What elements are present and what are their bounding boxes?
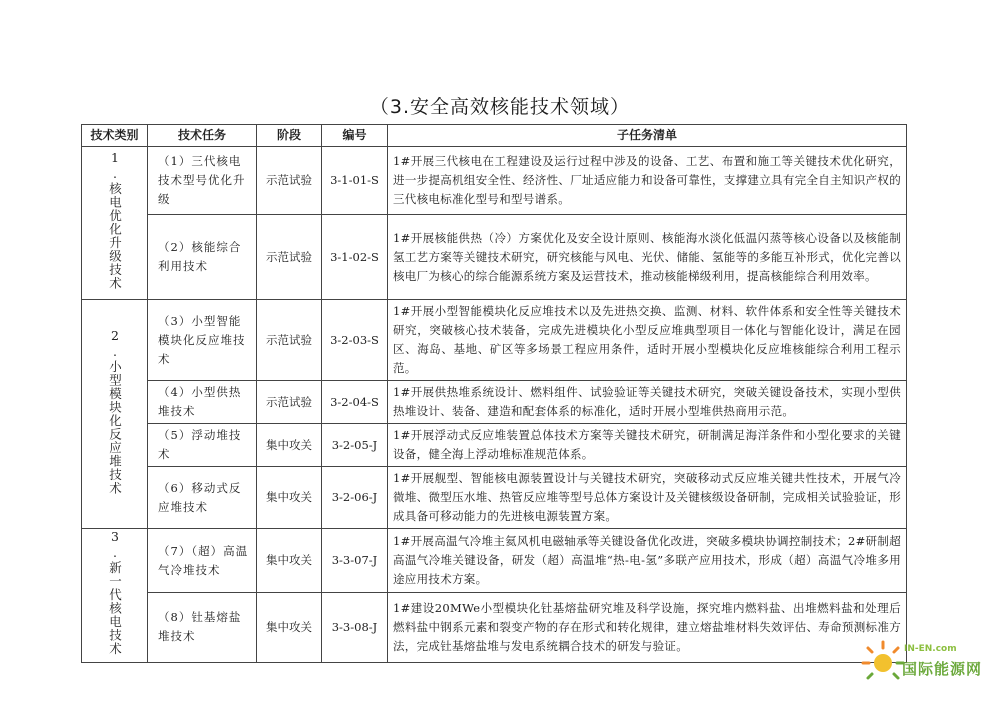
sun-logo-icon	[858, 636, 908, 686]
table-header-row	[82, 125, 907, 147]
stage-cell: 集中攻关	[257, 529, 322, 593]
table-row	[82, 147, 907, 215]
table-row	[82, 381, 907, 424]
tech-task-table	[81, 124, 907, 663]
task-cell: （5）浮动堆技术	[148, 424, 257, 467]
subtask-cell: 1#开展三代核电在工程建设及运行过程中涉及的设备、工艺、布置和施工等关键技术优化研究，进一步提高机组安全性、经济性、厂址适应能力和设备可靠性，支撑建立具有完全自主知识产权的三代核电标准化型号和型号谱系。	[388, 147, 907, 215]
subtask-cell: 1#开展供热堆系统设计、燃料组件、试验验证等关键技术研究，突破关键设备技术，实现小型供热堆设计、装备、建造和配套体系的标准化，适时开展小型堆供热商用示范。	[388, 381, 907, 424]
category-cell	[82, 300, 148, 529]
category-label: 1.核电优化升级技术	[107, 150, 123, 290]
subtask-cell: 1#开展浮动式反应堆装置总体技术方案等关键技术研究，研制满足海洋条件和小型化要求的关键设备，健全海上浮动堆标准规范体系。	[388, 424, 907, 467]
subtask-cell: 1#开展核能供热（冷）方案优化及安全设计原则、核能海水淡化低温闪蒸等核心设备以及核能制氢工艺方案等关键技术研究，研究核能与风电、光伏、储能、氢能等的多能互补形式，优化完善以核电厂为核心的综合能源系统方案及运营技术，推动核能梯级利用，提高核能综合利用效率。	[388, 215, 907, 300]
table-row	[82, 529, 907, 593]
category-cell	[82, 147, 148, 300]
task-cell: （2）核能综合利用技术	[148, 215, 257, 300]
category-label: 3.新一代核电技术	[107, 529, 123, 656]
code-cell: 3-1-02-S	[322, 215, 388, 300]
category-label: 2.小型模块化反应堆技术	[107, 327, 123, 495]
subtask-cell: 1#开展小型智能模块化反应堆技术以及先进热交换、监测、材料、软件体系和安全性等关键技术研究，突破核心技术装备，完成先进模块化小型反应堆典型项目一体化与智能化设计，满足在园区、海岛、基地、矿区等多场景工程应用条件，适时开展小型模块化反应堆核能综合利用工程示范。	[388, 300, 907, 381]
page-title: （3.安全高效核能技术领域）	[369, 96, 631, 118]
code-cell: 3-2-03-S	[322, 300, 388, 381]
watermark-domain: IN-EN.com	[904, 644, 957, 654]
subtask-cell: 1#开展舰型、智能核电源装置设计与关键技术研究，突破移动式反应堆关键共性技术，开展气冷微堆、微型压水堆、热管反应堆等型号总体方案设计及关键核级设备研制，完成相关试验验证，形成具备可移动能力的先进核电源装置方案。	[388, 467, 907, 529]
task-cell: （7）（超）高温气冷堆技术	[148, 529, 257, 593]
task-cell: （4）小型供热堆技术	[148, 381, 257, 424]
code-cell: 3-3-07-J	[322, 529, 388, 593]
stage-cell: 示范试验	[257, 381, 322, 424]
table-row	[82, 593, 907, 662]
table-row	[82, 424, 907, 467]
code-cell: 3-2-04-S	[322, 381, 388, 424]
watermark-name: 国际能源网	[902, 660, 983, 678]
task-cell: （6）移动式反应堆技术	[148, 467, 257, 529]
stage-cell: 集中攻关	[257, 467, 322, 529]
header-stage: 阶段	[257, 125, 322, 147]
subtask-cell: 1#开展高温气冷堆主氦风机电磁轴承等关键设备优化改进，突破多模块协调控制技术；2#研制超高温气冷堆关键设备，研发（超）高温堆“热-电-氢”多联产应用技术，形成（超）高温气冷堆多用途应用技术方案。	[388, 529, 907, 593]
task-cell: （1）三代核电技术型号优化升级	[148, 147, 257, 215]
header-task: 技术任务	[148, 125, 257, 147]
site-watermark	[856, 632, 986, 692]
task-cell: （3）小型智能模块化反应堆技术	[148, 300, 257, 381]
category-cell	[82, 529, 148, 663]
stage-cell: 集中攻关	[257, 424, 322, 467]
code-cell: 3-1-01-S	[322, 147, 388, 215]
stage-cell: 示范试验	[257, 147, 322, 215]
table-row	[82, 300, 907, 381]
table-row	[82, 215, 907, 300]
header-category: 技术类别	[82, 125, 148, 147]
header-code: 编号	[322, 125, 388, 147]
header-subtasks: 子任务清单	[388, 125, 907, 147]
table-row	[82, 467, 907, 529]
code-cell: 3-2-06-J	[322, 467, 388, 529]
subtask-cell: 1#建设20MWe小型模块化钍基熔盐研究堆及科学设施，探究堆内燃料盐、出堆燃料盐和处理后燃料盐中钢系元素和裂变产物的存在形式和转化规律，建立熔盐堆材料失效评估、寿命预测标准方法，完成钍基熔盐堆与发电系统耦合技术的研发与验证。	[388, 593, 907, 662]
stage-cell: 集中攻关	[257, 593, 322, 662]
stage-cell: 示范试验	[257, 300, 322, 381]
stage-cell: 示范试验	[257, 215, 322, 300]
task-cell: （8）钍基熔盐堆技术	[148, 593, 257, 662]
code-cell: 3-2-05-J	[322, 424, 388, 467]
code-cell: 3-3-08-J	[322, 593, 388, 662]
